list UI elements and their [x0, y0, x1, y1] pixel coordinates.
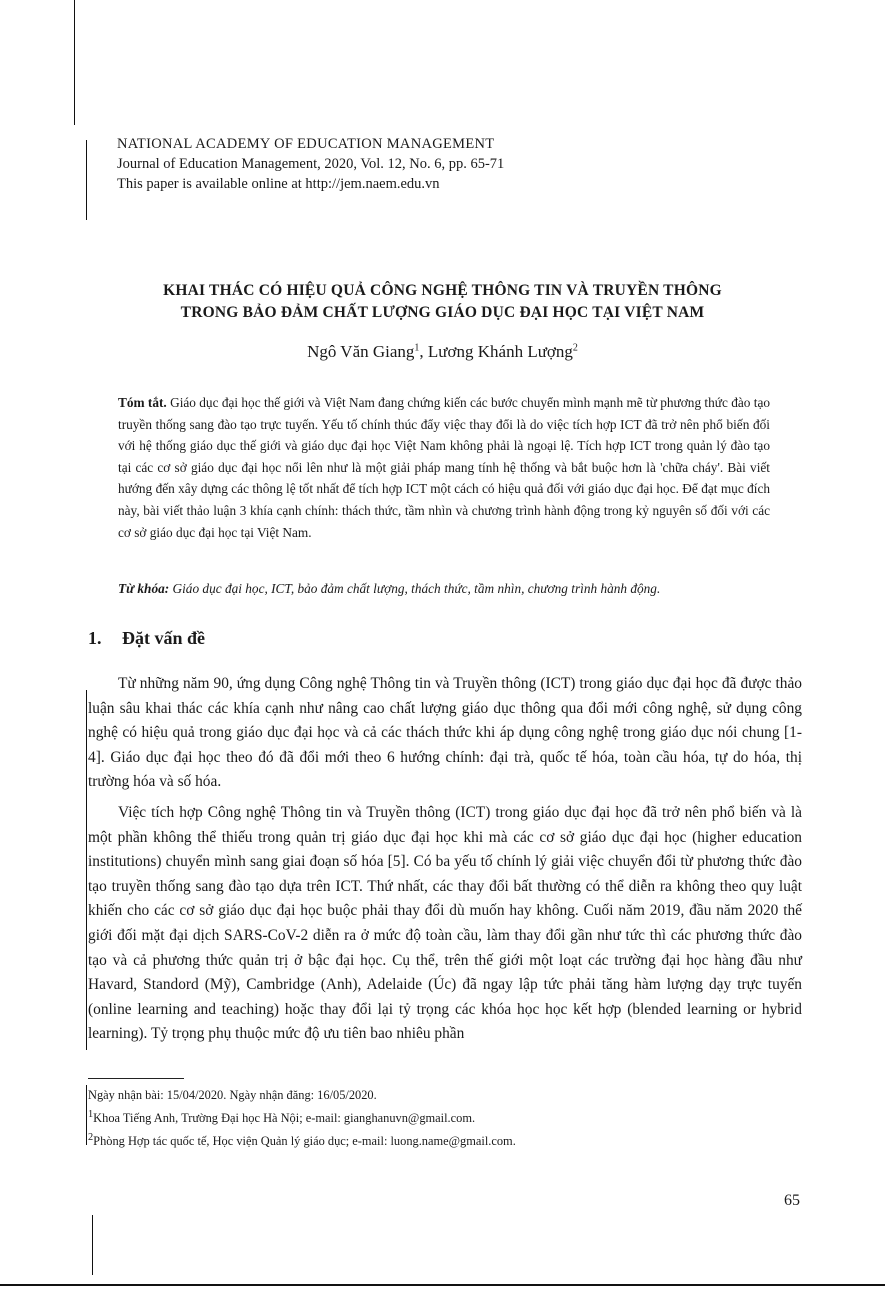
- keywords-label: Từ khóa:: [118, 581, 170, 596]
- author-1-affil: 1: [414, 342, 420, 354]
- footnote-1-mark: 1: [88, 1109, 94, 1120]
- scan-line-left-bottom: [92, 1215, 93, 1275]
- title-line-1: KHAI THÁC CÓ HIỆU QUẢ CÔNG NGHỆ THÔNG TIN VÀ TRUYỀN THÔNG: [163, 282, 722, 299]
- section-heading-1: [88, 628, 205, 649]
- author-separator: ,: [419, 342, 428, 361]
- scan-line-left-top: [74, 0, 75, 125]
- journal-url-line: This paper is available online at http://jem.naem.edu.vn: [117, 176, 440, 192]
- paragraph-1: Từ những năm 90, ứng dụng Công nghệ Thông tin và Truyền thông (ICT) trong giáo dục đại học đã được thảo luận sâu khai thác các khía cạnh như nâng cao chất lượng giáo dục thông qua đổi mới công nghệ, sử dụng công nghệ có hiệu quả trong giáo dục đại học và cả các thách thức khi áp dụng công nghệ trong giáo dục nói chung [1-4]. Giáo dục đại học theo đó đã đổi mới theo 6 hướng chính: đại trà, quốc tế hóa, toàn cầu hóa, tự do hóa, thị trường hóa và số hóa.: [88, 675, 802, 791]
- keywords: [118, 578, 770, 600]
- paper-title: [0, 280, 885, 324]
- author-2-affil: 2: [572, 342, 578, 354]
- paragraph-2: Việc tích hợp Công nghệ Thông tin và Truyền thông (ICT) trong giáo dục đại học đã trở nên phổ biến và là một phần không thể thiếu trong quản trị giáo dục đại học khi mà các cơ sở giáo dục đại học (higher education institutions) chuyển mình sang giai đoạn số hóa [5]. Có ba yếu tố chính lý giải việc chuyển đổi từ phương thức đào tạo truyền thống sang đào tạo dựa trên ICT. Thứ nhất, các thay đổi bất thường có thể diễn ra không theo quy luật khiến cho các cơ sở giáo dục đại học buộc phải thay đổi dù muốn hay không. Cuối năm 2019, đầu năm 2020 thế giới đối mặt đại dịch SARS-CoV-2 diễn ra ở mức độ toàn cầu, làm thay đổi gần như tức thì các phương thức đào tạo và cả phương thức quản trị ở bậc đại học. Cụ thể, trên thế giới một loạt các trường đại học hàng đầu như Havard, Standord (Mỹ), Cambridge (Anh), Adelaide (Úc) đã ngay lập tức phải tăng hàm lượng dạy trực tuyến (online learning and teaching) hoặc thay đổi lại tỷ trọng các khóa học học kết hợp (blended learning or hybrid learning). Tỷ trọng phụ thuộc mức độ ưu tiên bao nhiêu phần: [88, 803, 802, 1043]
- footnote-affil-1: [88, 1105, 516, 1128]
- section-number: 1.: [88, 628, 102, 648]
- page-number: 65: [784, 1192, 800, 1209]
- scan-line-left-upper: [86, 140, 87, 220]
- journal-header: [117, 134, 504, 194]
- footnotes: [88, 1085, 516, 1151]
- footnote-affil-2: [88, 1128, 516, 1151]
- scan-line-left-foot: [86, 1085, 87, 1145]
- abstract: [118, 392, 770, 543]
- scan-line-bottom: [0, 1284, 885, 1286]
- scan-line-left-body: [86, 690, 87, 1050]
- footnote-rule: [88, 1078, 184, 1079]
- abstract-label: Tóm tắt.: [118, 395, 167, 410]
- footnote-2-text: Phòng Hợp tác quốc tế, Học viện Quản lý giáo dục; e-mail: luong.name@gmail.com.: [93, 1134, 516, 1149]
- section-title: Đặt vấn đề: [122, 628, 206, 648]
- footnote-1-text: Khoa Tiếng Anh, Trường Đại học Hà Nội; e-mail: gianghanuvn@gmail.com.: [93, 1111, 476, 1126]
- footnote-2-mark: 2: [88, 1132, 94, 1144]
- body-text: [88, 672, 802, 1053]
- footnote-dates: Ngày nhận bài: 15/04/2020. Ngày nhận đăng: 16/05/2020.: [88, 1088, 377, 1102]
- journal-citation: Journal of Education Management, 2020, Vol. 12, No. 6, pp. 65-71: [117, 156, 505, 172]
- title-line-2: TRONG BẢO ĐẢM CHẤT LƯỢNG GIÁO DỤC ĐẠI HỌC TẠI VIỆT NAM: [180, 304, 705, 321]
- abstract-text: Giáo dục đại học thế giới và Việt Nam đang chứng kiến các bước chuyển mình mạnh mẽ từ phương thức đào tạo truyền thống sang đào tạo trực tuyến. Yếu tố chính thúc đẩy việc thay đổi là do việc tích hợp ICT đã trở nên phổ biến đối với hệ thống giáo dục thế giới và giáo dục đại học Việt Nam không phải là ngoại lệ. Tích hợp ICT trong quản lý đào tạo tại các cơ sở giáo dục đại học nổi lên như là một giải pháp mang tính hệ thống và bắt buộc hơn là 'chữa cháy'. Bài viết hướng đến xây dựng các thông lệ tốt nhất để tích hợp ICT một cách có hiệu quả đối với giáo dục đại học. Để đạt mục đích này, bài viết thảo luận 3 khía cạnh chính: thách thức, tầm nhìn và chương trình hành động trong kỷ nguyên số đối với các cơ sở giáo dục đại học tại Việt Nam.: [118, 395, 770, 540]
- keywords-text: Giáo dục đại học, ICT, bảo đảm chất lượng, thách thức, tầm nhìn, chương trình hành động.: [169, 581, 661, 596]
- authors: [0, 342, 885, 362]
- author-2: Lương Khánh Lượng: [427, 342, 573, 361]
- author-1: Ngô Văn Giang: [307, 342, 415, 361]
- publisher-name: NATIONAL ACADEMY OF EDUCATION MANAGEMENT: [117, 136, 495, 152]
